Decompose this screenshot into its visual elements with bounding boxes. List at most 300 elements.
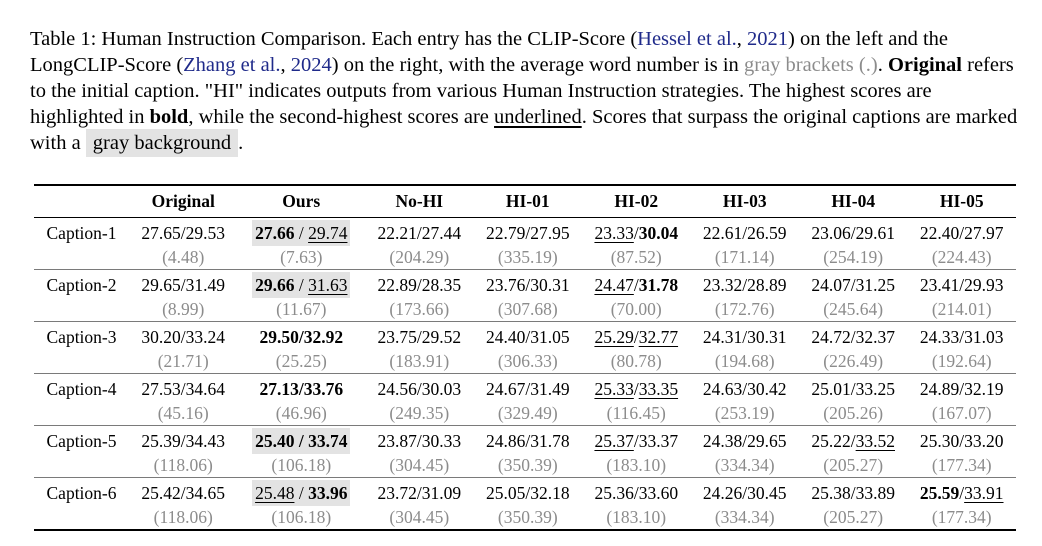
caption-text: . (238, 132, 244, 154)
score-pair (703, 379, 787, 399)
underline-legend: underlined (494, 106, 582, 128)
score-separator: / (850, 327, 856, 347)
score-value: 30.03 (421, 379, 462, 399)
score-value: 30.04 (638, 223, 679, 243)
score-pair (141, 223, 225, 243)
score-pair (378, 223, 462, 243)
score-pair (141, 379, 225, 399)
score-value: 24.63 (702, 379, 743, 399)
row-label: Caption-3 (46, 327, 117, 347)
score-value: 30.31 (747, 327, 787, 347)
score-value: 24.38 (702, 431, 743, 451)
score-value: 34.64 (185, 379, 226, 399)
word-count-cell: (205.27) (823, 507, 884, 527)
score-separator: / (294, 275, 309, 295)
score-value: 24.47 (594, 275, 634, 295)
score-cell (129, 478, 237, 508)
word-count-cell: (205.27) (799, 455, 907, 478)
score-separator: / (633, 483, 639, 503)
score-separator: / (742, 483, 748, 503)
score-cell (799, 270, 907, 300)
highlighted-score (252, 480, 350, 506)
word-count-cell: (21.71) (129, 351, 237, 374)
score-value: 32.77 (638, 327, 679, 347)
score-cell (129, 426, 237, 456)
score-cell (474, 218, 582, 248)
score-value: 23.87 (377, 431, 417, 451)
table-row (34, 374, 1016, 404)
score-value: 29.52 (421, 327, 462, 347)
score-value: 22.89 (377, 275, 417, 295)
word-count-cell: (116.45) (582, 403, 690, 426)
score-value: 33.25 (855, 379, 895, 399)
score-value: 29.61 (855, 223, 895, 243)
row-label-spacer (34, 507, 129, 530)
score-separator: / (298, 327, 304, 347)
score-separator: / (959, 379, 965, 399)
score-value: 27.65 (141, 223, 181, 243)
row-label: Caption-1 (46, 223, 117, 243)
score-value: 24.56 (377, 379, 417, 399)
score-value: 32.19 (964, 379, 1004, 399)
score-pair (378, 327, 462, 347)
row-label-spacer (34, 455, 129, 478)
score-value: 24.40 (485, 327, 526, 347)
score-value: 32.18 (530, 483, 570, 503)
score-cell (907, 270, 1016, 300)
score-cell (907, 426, 1016, 456)
score-cell (799, 218, 907, 248)
score-pair (703, 483, 787, 503)
score-value: 23.75 (377, 327, 417, 347)
score-pair (811, 327, 895, 347)
score-value: 23.41 (919, 275, 960, 295)
score-cell (907, 374, 1016, 404)
score-cell (907, 478, 1016, 508)
table-row (34, 322, 1016, 352)
score-separator: / (850, 275, 856, 295)
row-label-spacer (34, 247, 129, 270)
word-count-cell: (306.33) (474, 351, 582, 374)
score-pair (594, 275, 678, 295)
results-table (34, 184, 1016, 531)
score-value: 25.48 (255, 483, 295, 503)
word-count-cell: (249.35) (365, 403, 473, 426)
caption-text: , (280, 54, 291, 76)
score-value: 25.37 (594, 431, 634, 451)
table-caption (30, 26, 1022, 156)
header-row (34, 185, 1016, 218)
column-header: Ours (237, 185, 365, 218)
column-header: HI-04 (799, 185, 907, 218)
column-header: HI-05 (907, 185, 1016, 218)
column-header: No-HI (365, 185, 473, 218)
score-cell (129, 322, 237, 352)
score-cell (799, 322, 907, 352)
table-row (34, 270, 1016, 300)
score-value: 24.89 (919, 379, 960, 399)
score-value: 34.65 (185, 483, 226, 503)
score-value: 33.20 (964, 431, 1004, 451)
score-pair (378, 431, 462, 451)
row-label-spacer (34, 403, 129, 426)
score-value: 31.03 (964, 327, 1004, 347)
score-value: 29.53 (185, 223, 226, 243)
column-header: HI-02 (582, 185, 690, 218)
score-separator: / (959, 483, 965, 503)
score-separator: / (742, 275, 748, 295)
score-cell (582, 218, 690, 248)
row-label-spacer (34, 351, 129, 374)
score-value: 22.61 (702, 223, 743, 243)
score-cell (582, 322, 690, 352)
word-count-cell: (183.10) (582, 455, 690, 478)
score-cell (799, 478, 907, 508)
score-pair (920, 483, 1004, 503)
table-row (34, 218, 1016, 248)
word-count-cell: (205.26) (799, 403, 907, 426)
score-value: 24.67 (485, 379, 526, 399)
score-value: 24.72 (811, 327, 851, 347)
score-cell (237, 478, 365, 508)
score-pair (486, 379, 570, 399)
score-value: 22.40 (919, 223, 960, 243)
caption-text: , while the second-highest scores are (188, 106, 495, 128)
score-separator: / (294, 431, 309, 451)
score-value: 25.39 (141, 431, 181, 451)
score-value: 29.66 (255, 275, 295, 295)
score-pair (141, 483, 225, 503)
score-separator: / (742, 431, 748, 451)
score-value: 31.78 (638, 275, 679, 295)
score-separator: / (959, 431, 965, 451)
score-value: 32.92 (303, 327, 344, 347)
score-separator: / (416, 223, 422, 243)
word-count-cell: (334.34) (690, 455, 798, 478)
score-value: 28.89 (747, 275, 787, 295)
score-cell (907, 218, 1016, 248)
score-value: 31.09 (421, 483, 462, 503)
row-label: Caption-2 (46, 275, 117, 295)
score-value: 23.33 (594, 223, 634, 243)
score-cell (237, 322, 365, 352)
citation-hessel-author[interactable]: Hessel et al. (637, 28, 737, 50)
score-separator: / (633, 327, 639, 347)
score-value: 29.65 (747, 431, 787, 451)
score-separator: / (959, 223, 965, 243)
column-header: HI-01 (474, 185, 582, 218)
score-value: 26.59 (747, 223, 787, 243)
score-cell (582, 270, 690, 300)
score-value: 31.49 (530, 379, 570, 399)
score-value: 25.36 (594, 483, 634, 503)
score-pair (259, 327, 343, 347)
score-pair (920, 275, 1004, 295)
word-count-cell: (87.52) (582, 247, 690, 270)
word-count-cell: (177.34) (931, 507, 992, 527)
caption-text: . (877, 54, 888, 76)
score-value: 30.45 (747, 483, 787, 503)
highlighted-score (252, 220, 350, 246)
bold-legend: bold (149, 106, 189, 128)
score-pair (703, 275, 787, 295)
score-cell (474, 322, 582, 352)
score-value: 31.25 (855, 275, 895, 295)
citation-zhang-author[interactable]: Zhang et al. (183, 54, 281, 76)
caption-text: . Scores that surpass the original captions are marked with a (30, 106, 1018, 154)
score-cell (474, 426, 582, 456)
score-separator: / (959, 275, 965, 295)
score-value: 22.79 (485, 223, 526, 243)
score-pair (141, 431, 225, 451)
word-count-row (34, 507, 1016, 530)
word-count-cell: (307.68) (474, 299, 582, 322)
caption-text: , (736, 28, 748, 50)
score-separator: / (850, 431, 856, 451)
score-value: 33.74 (308, 431, 348, 451)
score-separator: / (633, 379, 639, 399)
score-separator: / (633, 275, 639, 295)
score-value: 29.50 (259, 327, 299, 347)
score-cell (474, 374, 582, 404)
score-value: 31.05 (530, 327, 570, 347)
score-pair (811, 431, 895, 451)
citation-zhang-year[interactable]: 2024 (290, 54, 332, 76)
score-separator: / (959, 327, 965, 347)
score-pair (811, 223, 895, 243)
word-count-cell: (106.18) (237, 455, 365, 478)
caption-text: Table 1: Human Instruction Comparison. Each entry has the CLIP-Score ( (30, 28, 638, 50)
score-value: 25.30 (919, 431, 960, 451)
score-pair (594, 483, 678, 503)
score-value: 27.13 (259, 379, 299, 399)
score-cell (799, 374, 907, 404)
word-count-cell: (167.07) (907, 403, 1016, 426)
score-pair (141, 327, 225, 347)
score-cell (237, 374, 365, 404)
score-separator: / (416, 327, 422, 347)
score-pair (594, 223, 678, 243)
word-count-cell: (171.14) (690, 247, 798, 270)
word-count-cell: (106.18) (271, 507, 332, 527)
score-pair (486, 275, 570, 295)
table-row (34, 478, 1016, 508)
word-count-cell: (226.49) (799, 351, 907, 374)
score-value: 34.43 (185, 431, 226, 451)
score-value: 31.78 (530, 431, 570, 451)
score-pair (920, 379, 1004, 399)
score-value: 33.24 (185, 327, 226, 347)
score-value: 23.72 (377, 483, 417, 503)
score-value: 25.01 (811, 379, 851, 399)
score-separator: / (850, 379, 856, 399)
score-value: 23.76 (485, 275, 526, 295)
score-value: 24.86 (485, 431, 526, 451)
column-header: Original (129, 185, 237, 218)
word-count-cell: (46.96) (237, 403, 365, 426)
score-pair (486, 223, 570, 243)
word-count-cell: (45.16) (129, 403, 237, 426)
score-cell (799, 426, 907, 456)
score-cell (237, 270, 365, 300)
score-separator: / (180, 275, 186, 295)
score-cell (690, 270, 798, 300)
word-count-cell: (334.34) (714, 507, 775, 527)
score-value: 31.63 (308, 275, 348, 295)
score-value: 23.32 (702, 275, 743, 295)
score-separator: / (525, 223, 531, 243)
score-pair (486, 431, 570, 451)
score-separator: / (416, 379, 422, 399)
score-value: 27.44 (421, 223, 462, 243)
score-value: 31.49 (185, 275, 226, 295)
score-separator: / (294, 483, 309, 503)
row-label: Caption-6 (46, 483, 117, 503)
score-separator: / (742, 327, 748, 347)
score-value: 28.35 (421, 275, 462, 295)
word-count-row (34, 455, 1016, 478)
score-cell (129, 218, 237, 248)
score-pair (811, 275, 895, 295)
caption-text: ) on the right, with the average word number is in (331, 54, 744, 76)
score-value: 27.95 (530, 223, 570, 243)
score-value: 27.53 (141, 379, 181, 399)
highlighted-score (252, 272, 350, 298)
word-count-cell: (350.39) (497, 507, 558, 527)
word-count-cell: (8.99) (129, 299, 237, 322)
word-count-cell: (329.49) (474, 403, 582, 426)
score-pair (703, 223, 787, 243)
word-count-cell: (80.78) (582, 351, 690, 374)
score-value: 33.91 (964, 483, 1004, 503)
score-pair (920, 431, 1004, 451)
word-count-cell: (173.66) (365, 299, 473, 322)
score-value: 29.93 (964, 275, 1004, 295)
score-pair (594, 379, 678, 399)
word-count-cell: (194.68) (690, 351, 798, 374)
score-value: 33.52 (855, 431, 895, 451)
word-count-cell: (192.64) (907, 351, 1016, 374)
word-count-cell: (172.76) (690, 299, 798, 322)
score-separator: / (525, 275, 531, 295)
score-cell (237, 218, 365, 248)
score-cell (237, 426, 365, 456)
score-separator: / (525, 483, 531, 503)
score-pair (703, 327, 787, 347)
score-cell (129, 270, 237, 300)
score-cell (365, 322, 473, 352)
score-value: 33.60 (638, 483, 679, 503)
word-count-cell: (118.06) (153, 507, 213, 527)
score-value: 24.33 (919, 327, 960, 347)
score-pair (378, 275, 462, 295)
word-count-cell: (25.25) (237, 351, 365, 374)
score-separator: / (180, 431, 186, 451)
score-value: 24.31 (702, 327, 743, 347)
caption-text: refers to the initial caption. "HI" indicates outputs from various Human Instruction strategies. The highest scores are highlighted in (30, 54, 1014, 128)
score-cell (582, 374, 690, 404)
score-cell (907, 322, 1016, 352)
citation-hessel-year[interactable]: 2021 (747, 28, 789, 50)
table-body (34, 218, 1016, 531)
row-label: Caption-4 (46, 379, 117, 399)
score-value: 29.65 (141, 275, 181, 295)
row-label: Caption-5 (46, 431, 117, 451)
score-separator: / (633, 223, 639, 243)
score-value: 33.76 (303, 379, 344, 399)
score-separator: / (416, 483, 422, 503)
score-separator: / (742, 223, 748, 243)
score-value: 33.89 (855, 483, 895, 503)
word-count-cell: (214.01) (907, 299, 1016, 322)
score-value: 24.07 (811, 275, 851, 295)
score-value: 25.29 (594, 327, 634, 347)
score-cell (365, 374, 473, 404)
score-value: 32.37 (855, 327, 895, 347)
score-pair (811, 483, 895, 503)
score-pair (920, 327, 1004, 347)
score-pair (920, 223, 1004, 243)
caption-text: ) on the left and the LongCLIP-Score ( (30, 28, 948, 76)
score-value: 30.31 (530, 275, 570, 295)
score-pair (486, 327, 570, 347)
score-cell (690, 374, 798, 404)
word-count-cell: (253.19) (690, 403, 798, 426)
score-separator: / (180, 483, 186, 503)
word-count-cell: (70.00) (582, 299, 690, 322)
score-pair (594, 431, 678, 451)
column-header (34, 185, 129, 218)
score-cell (365, 426, 473, 456)
score-pair (594, 327, 678, 347)
gray-background-legend: gray background (86, 129, 238, 157)
score-cell (582, 478, 690, 508)
score-pair (811, 379, 895, 399)
score-cell (690, 478, 798, 508)
highlighted-score (252, 428, 350, 454)
bold-original-term: Original (887, 54, 962, 76)
score-separator: / (180, 379, 186, 399)
word-count-cell: (335.19) (474, 247, 582, 270)
word-count-cell: (350.39) (474, 455, 582, 478)
score-cell (365, 478, 473, 508)
word-count-cell: (204.29) (365, 247, 473, 270)
score-separator: / (850, 483, 856, 503)
word-count-row (34, 299, 1016, 322)
word-count-cell: (177.34) (907, 455, 1016, 478)
word-count-cell: (245.64) (799, 299, 907, 322)
score-pair (378, 483, 462, 503)
word-count-row (34, 247, 1016, 270)
score-value: 33.96 (308, 483, 348, 503)
score-value: 25.22 (811, 431, 851, 451)
score-cell (690, 322, 798, 352)
score-value: 25.38 (811, 483, 851, 503)
gray-brackets-legend: gray brackets (.) (743, 54, 878, 76)
score-value: 23.06 (811, 223, 851, 243)
word-count-cell: (183.10) (606, 507, 667, 527)
score-separator: / (180, 223, 186, 243)
word-count-cell: (4.48) (129, 247, 237, 270)
word-count-cell: (118.06) (129, 455, 237, 478)
score-pair (703, 431, 787, 451)
score-value: 22.21 (377, 223, 417, 243)
word-count-cell: (183.91) (365, 351, 473, 374)
score-separator: / (525, 431, 531, 451)
column-header: HI-03 (690, 185, 798, 218)
score-cell (365, 218, 473, 248)
score-value: 33.35 (638, 379, 679, 399)
